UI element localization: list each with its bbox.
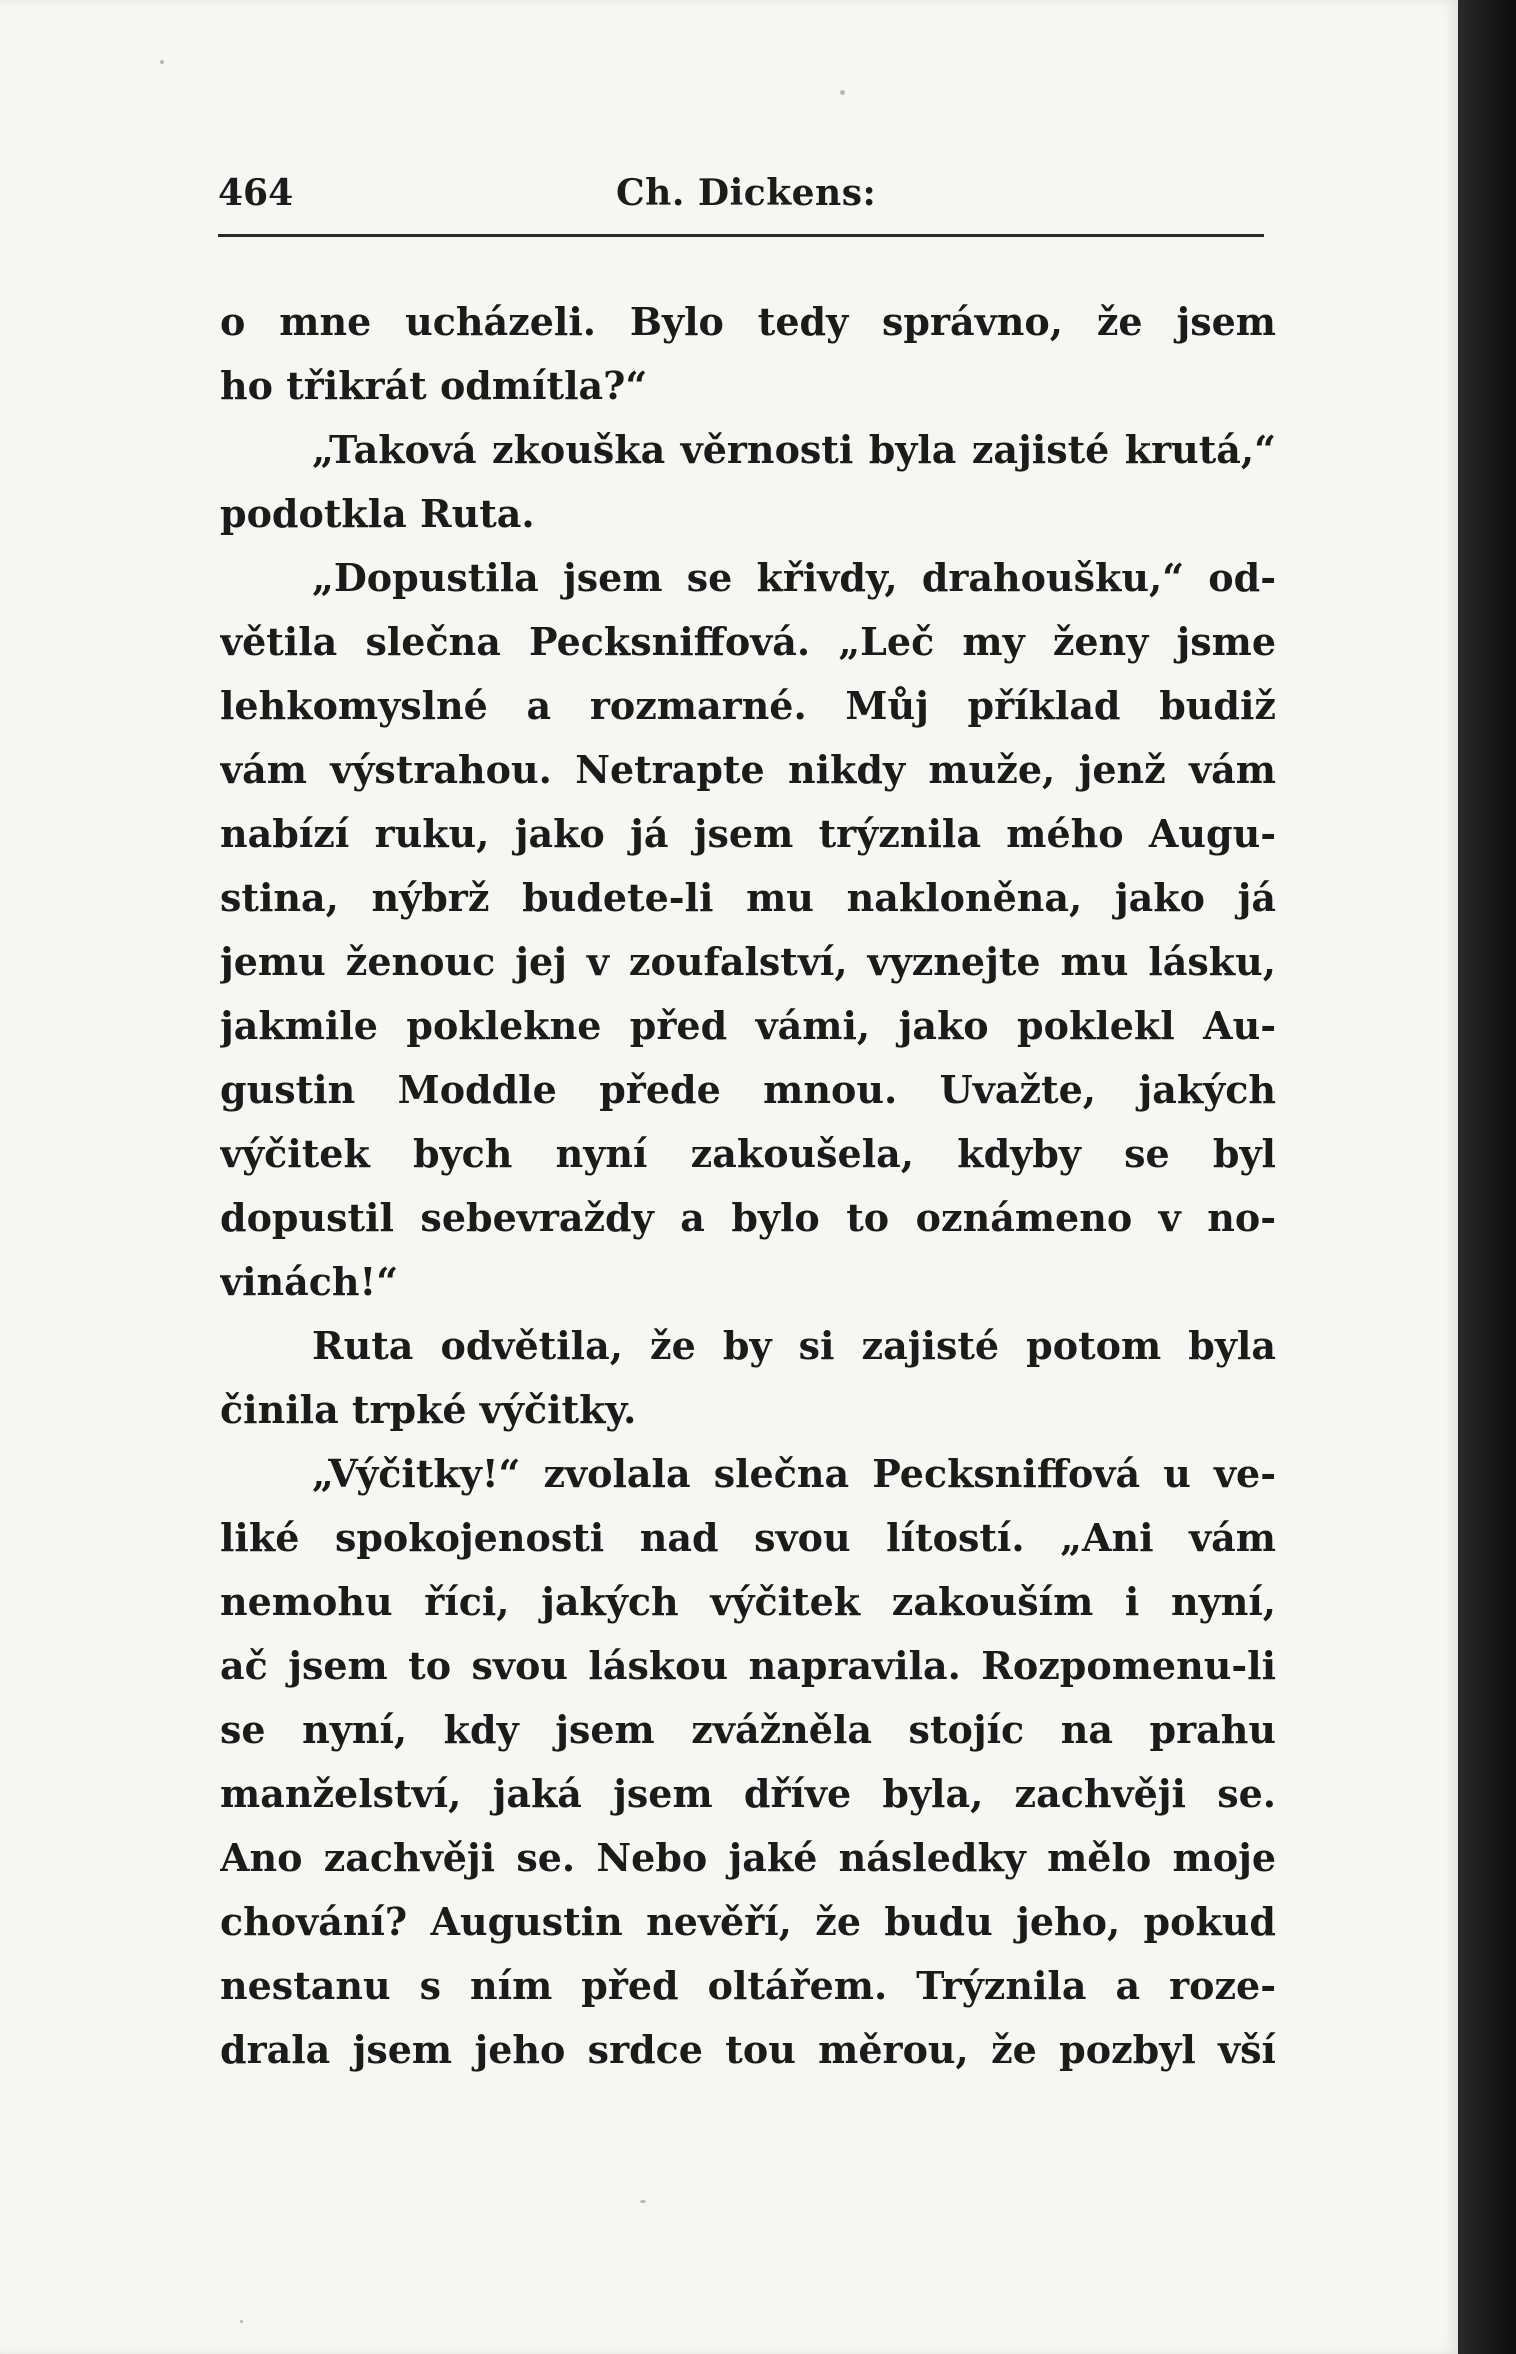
paper-speck	[640, 2200, 646, 2203]
text-line: dopustil sebevraždy a bylo to oznámeno v no-	[220, 1195, 1276, 1240]
text-line: nemohu říci, jakých výčitek zakouším i nyní,	[220, 1579, 1276, 1624]
header-rule	[218, 234, 1264, 237]
text-line: činila trpké výčitky.	[220, 1387, 637, 1432]
text-line: nestanu s ním před oltářem. Trýznila a roze-	[220, 1963, 1276, 2008]
running-head: Ch. Dickens:	[616, 172, 877, 214]
text-line: liké spokojenosti nad svou lítostí. „Ani vám	[220, 1515, 1276, 1560]
page-edge-shadow	[1458, 0, 1516, 2354]
text-line: vinách!“	[220, 1259, 399, 1304]
text-line: nabízí ruku, jako já jsem trýznila mého Augu-	[220, 811, 1276, 856]
text-line: „Výčitky!“ zvolala slečna Pecksniffová u ve-	[312, 1451, 1276, 1496]
text-line: Ruta odvětila, že by si zajisté potom byla	[312, 1323, 1276, 1368]
text-line: vám výstrahou. Netrapte nikdy muže, jenž vám	[220, 747, 1276, 792]
text-line: jakmile poklekne před vámi, jako poklekl Au-	[220, 1003, 1276, 1048]
text-line: stina, nýbrž budete-li mu nakloněna, jako já	[220, 875, 1276, 920]
text-line: ač jsem to svou láskou napravila. Rozpomenu-li	[220, 1643, 1276, 1688]
text-line: manželství, jaká jsem dříve byla, zachvěji se.	[220, 1771, 1276, 1816]
text-line: větila slečna Pecksniffová. „Leč my ženy jsme	[220, 619, 1276, 664]
text-line: chování? Augustin nevěří, že budu jeho, pokud	[220, 1899, 1276, 1944]
text-line: Ano zachvěji se. Nebo jaké následky mělo moje	[220, 1835, 1276, 1880]
paper-speck	[240, 2320, 243, 2323]
paper-speck	[160, 60, 164, 64]
text-line: výčitek bych nyní zakoušela, kdyby se byl	[220, 1131, 1276, 1176]
text-line: drala jsem jeho srdce tou měrou, že pozbyl vší	[220, 2027, 1276, 2072]
body-text	[220, 290, 1276, 2082]
text-line: ho třikrát odmítla?“	[220, 363, 648, 408]
text-line: jemu ženouc jej v zoufalství, vyznejte mu lásku,	[220, 939, 1276, 984]
paper-speck	[840, 90, 845, 95]
text-line: podotkla Ruta.	[220, 491, 535, 536]
page-number: 464	[218, 172, 294, 214]
text-line: gustin Moddle přede mnou. Uvažte, jakých	[220, 1067, 1276, 1112]
text-line: „Taková zkouška věrnosti byla zajisté krutá,“	[312, 427, 1276, 472]
page-header	[218, 172, 1264, 232]
text-line: „Dopustila jsem se křivdy, drahoušku,“ od-	[312, 555, 1276, 600]
text-line: se nyní, kdy jsem zvážněla stojíc na prahu	[220, 1707, 1276, 1752]
text-line: o mne ucházeli. Bylo tedy správno, že jsem	[220, 299, 1276, 344]
text-line: lehkomyslné a rozmarné. Můj příklad budiž	[220, 683, 1276, 728]
